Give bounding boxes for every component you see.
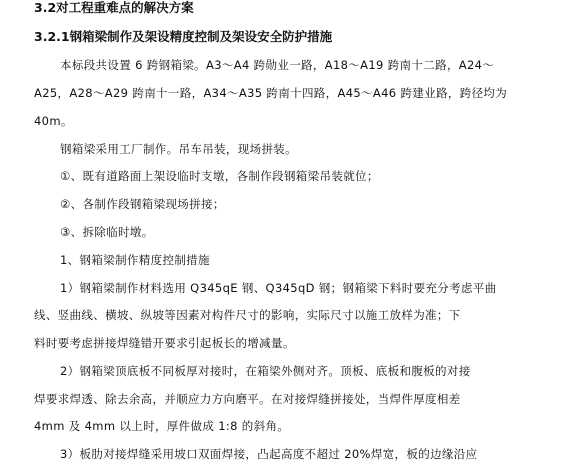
- list-item: ①、既有道路面上架设临时支墩，各制作段钢箱梁吊装就位；: [60, 169, 379, 183]
- list-item: ③、拆除临时墩。: [60, 225, 154, 239]
- section-heading: 3.2对工程重难点的解决方案: [34, 0, 194, 15]
- paragraph-line: 料时要考虑拼接焊缝错开要求引起板长的增减量。: [34, 336, 295, 350]
- paragraph-line: 3）板肋对接焊缝采用坡口双面焊接，凸起高度不超过 20%焊宽，板的边缘沿应: [60, 447, 478, 461]
- subsection-heading: 3.2.1钢箱梁制作及架设精度控制及架设安全防护措施: [34, 29, 333, 44]
- paragraph-line: 本标段共设置 6 跨钢箱梁。A3～A4 跨勋业一路，A18～A19 跨南十二路，A24～: [60, 58, 495, 72]
- paragraph-line: 焊要求焊透、除去余高，并顺应力方向磨平。在对接焊缝拼接处，当焊件厚度相差: [34, 392, 461, 406]
- list-item: ②、各制作段钢箱梁现场拼接；: [60, 197, 225, 211]
- paragraph-line: 4mm 及 4mm 以上时，厚件做成 1:8 的斜角。: [34, 419, 290, 433]
- paragraph-line: 40m。: [34, 114, 73, 128]
- paragraph-line: 线、竖曲线、横坡、纵坡等因素对构件尺寸的影响，实际尺寸以施工放样为准；下: [34, 308, 461, 322]
- paragraph-line: 1）钢箱梁制作材料选用 Q345qE 钢、Q345qD 钢；钢箱梁下料时要充分考虑平曲: [60, 281, 497, 295]
- item-heading: 1、钢箱梁制作精度控制措施: [60, 253, 210, 267]
- paragraph-line: 钢箱梁采用工厂制作。吊车吊装，现场拼装。: [60, 142, 297, 156]
- paragraph-line: A25，A28～A29 跨南十一路，A34～A35 跨南十四路，A45～A46 跨建业路，跨径均为: [34, 86, 508, 100]
- paragraph-line: 2）钢箱梁顶底板不同板厚对接时，在箱梁外侧对齐。顶板、底板和腹板的对接: [60, 364, 471, 378]
